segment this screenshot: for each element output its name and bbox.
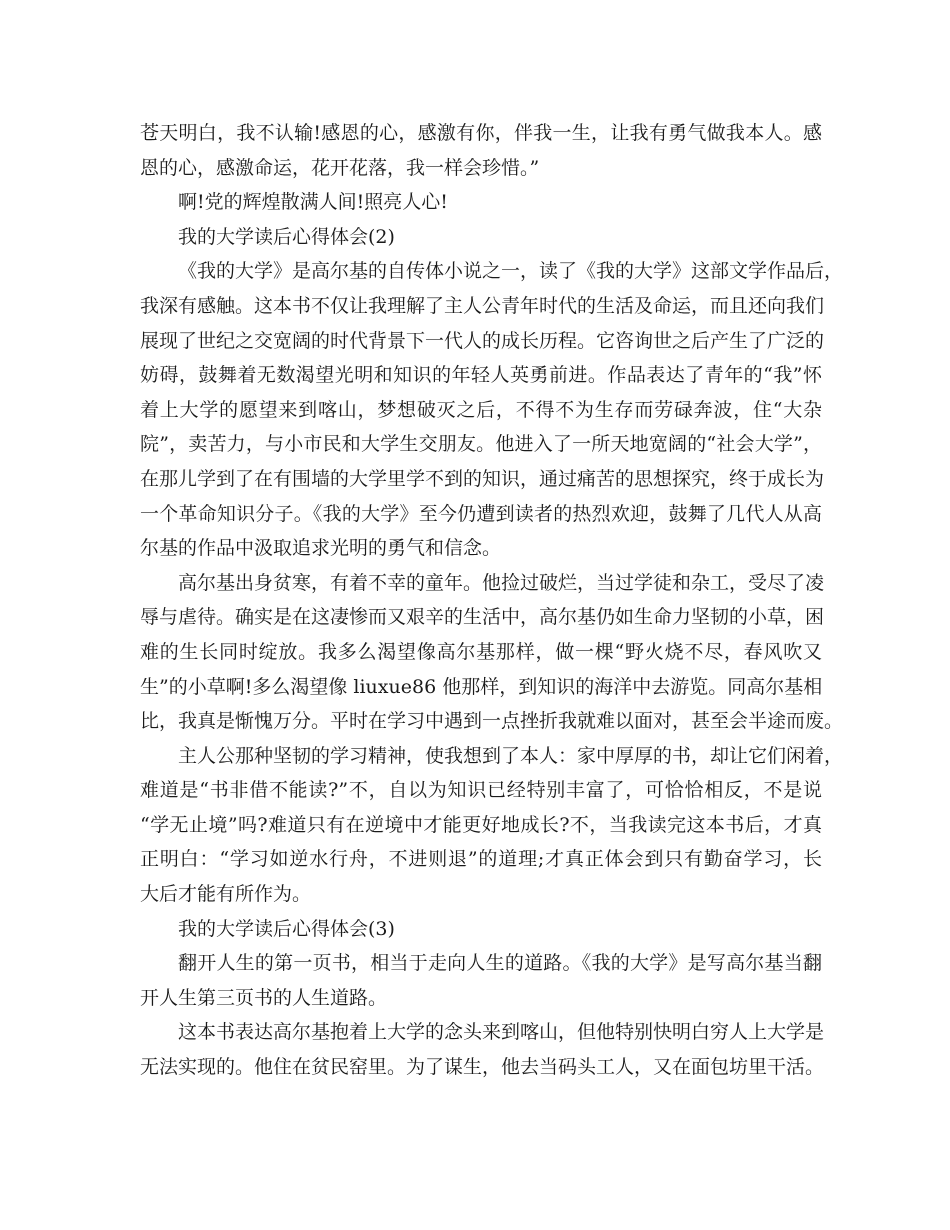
paragraph-2 (140, 185, 822, 220)
text-line: 生”的小草啊!多么渴望像 liuxue86 他那样，到知识的海洋中去游览。同高尔基相 (140, 675, 823, 698)
paragraph-4 (140, 254, 844, 565)
text-line: 《我的大学》是高尔基的自传体小说之一，读了《我的大学》这部文学作品后， (178, 260, 844, 283)
text-line: 一个革命知识分子。《我的大学》至今仍遭到读者的热烈欢迎，鼓舞了几代人从高 (140, 502, 822, 525)
text-line: 辱与虐待。确实是在这凄惨而又艰辛的生活中，高尔基仍如生命力坚韧的小草，困 (140, 606, 825, 629)
text-line: 无法实现的。他住在贫民窑里。为了谋生，他去当码头工人，又在面包坊里干活。 (140, 1056, 825, 1079)
paragraph-5 (140, 566, 844, 739)
paragraph-6 (140, 739, 844, 912)
text-line: 难道是“书非借不能读?”不，自以为知识已经特别丰富了，可恰恰相反，不是说 (140, 779, 822, 802)
paragraph-1 (140, 116, 822, 185)
text-line: 大后才能有所作为。 (140, 883, 312, 906)
text-line: 我深有感触。这本书不仅让我理解了主人公青年时代的生活及命运，而且还向我们 (140, 294, 825, 317)
text-line: 正明白：“学习如逆水行舟，不进则退”的道理;才真正体会到只有勤奋学习，长 (140, 848, 822, 871)
text-line: 着上大学的愿望来到喀山，梦想破灭之后，不得不为生存而劳碌奔波，住“大杂 (140, 398, 822, 421)
text-line: 难的生长同时绽放。我多么渴望像高尔基那样，做一棵“野火烧不尽，春风吹又 (140, 640, 822, 663)
section-heading-text: 我的大学读后心得体会(3) (178, 917, 395, 940)
text-line: 院”，卖苦力，与小市民和大学生交朋友。他进入了一所天地宽阔的“社会大学”， (140, 433, 822, 456)
text-line: 在那儿学到了在有围墙的大学里学不到的知识，通过痛苦的思想探究，终于成长为 (140, 467, 825, 490)
text-line: 主人公那种坚韧的学习精神，使我想到了本人：家中厚厚的书，却让它们闲着， (178, 744, 844, 767)
text-line: 这本书表达高尔基抱着上大学的念头来到喀山，但他特别快明白穷人上大学是 (178, 1021, 825, 1044)
section-heading-text: 我的大学读后心得体会(2) (178, 225, 395, 248)
section-heading-2 (140, 220, 822, 255)
paragraph-9 (140, 1015, 825, 1084)
document-body (140, 116, 844, 1085)
text-line: 高尔基出身贫寒，有着不幸的童年。他捡过破烂，当过学徒和杂工，受尽了凌 (178, 571, 825, 594)
text-line: 展现了世纪之交宽阔的时代背景下一代人的成长历程。它咨询世之后产生了广泛的 (140, 329, 825, 352)
text-line: 翻开人生的第一页书，相当于走向人生的道路。《我的大学》是写高尔基当翻 (178, 952, 822, 975)
text-line: “学无止境”吗?难道只有在逆境中才能更好地成长?不，当我读完这本书后，才真 (140, 813, 822, 836)
section-heading-3 (140, 912, 822, 947)
text-line: 妨碍，鼓舞着无数渴望光明和知识的年轻人英勇前进。作品表达了青年的“我”怀 (140, 364, 822, 387)
paragraph-8 (140, 946, 822, 1015)
text-line: 尔基的作品中汲取追求光明的勇气和信念。 (140, 537, 502, 560)
text-line: 苍天明白，我不认输!感恩的心，感激有你，伴我一生，让我有勇气做我本人。感 (140, 122, 822, 144)
text-line: 啊!党的辉煌散满人间!照亮人心! (178, 191, 448, 214)
text-line: 比，我真是惭愧万分。平时在学习中遇到一点挫折我就难以面对，甚至会半途而废。 (140, 710, 844, 733)
text-line: 开人生第三页书的人生道路。 (140, 986, 388, 1009)
text-line: 恩的心，感激命运，花开花落，我一样会珍惜。” (140, 156, 540, 179)
